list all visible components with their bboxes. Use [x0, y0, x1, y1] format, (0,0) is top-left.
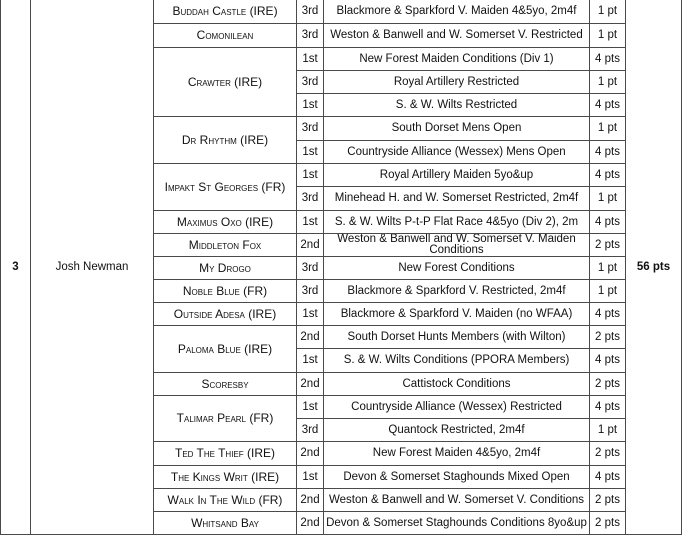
race-points: 1 pt	[590, 117, 626, 141]
finish-position: 2nd	[297, 234, 324, 257]
rider-rank: 3	[1, 0, 31, 535]
finish-position: 1st	[297, 303, 324, 326]
race-name: Blackmore & Sparkford V. Maiden (no WFAA)	[324, 303, 590, 326]
finish-position: 1st	[297, 48, 324, 71]
horse-name: Ted The Thief (IRE)	[154, 442, 297, 466]
race-points: 1 pt	[590, 280, 626, 303]
race-name: Minehead H. and W. Somerset Restricted, 2m4f	[324, 187, 590, 211]
race-name: S. & W. Wilts Restricted	[324, 94, 590, 117]
race-points: 2 pts	[590, 512, 626, 535]
race-name: S. & W. Wilts P-t-P Flat Race 4&5yo (Div 2), 2m	[324, 211, 590, 234]
race-name: Weston & Banwell and W. Somerset V. Conditions	[324, 489, 590, 512]
finish-position: 2nd	[297, 512, 324, 535]
finish-position: 3rd	[297, 280, 324, 303]
race-points: 4 pts	[590, 141, 626, 164]
race-points: 4 pts	[590, 349, 626, 373]
race-name: Weston & Banwell and W. Somerset V. Maiden Conditions	[324, 234, 590, 257]
finish-position: 1st	[297, 164, 324, 187]
finish-position: 2nd	[297, 442, 324, 466]
rider-total-points: 56 pts	[626, 0, 682, 535]
race-points: 1 pt	[590, 419, 626, 442]
race-points: 2 pts	[590, 234, 626, 257]
finish-position: 3rd	[297, 0, 324, 24]
horse-name: Impakt St Georges (FR)	[154, 164, 297, 211]
race-points: 1 pt	[590, 257, 626, 280]
horse-name: Outside Adesa (IRE)	[154, 303, 297, 326]
race-points: 2 pts	[590, 326, 626, 349]
race-points: 4 pts	[590, 396, 626, 419]
race-name: Blackmore & Sparkford V. Maiden 4&5yo, 2m4f	[324, 0, 590, 24]
race-points: 4 pts	[590, 94, 626, 117]
race-name: Royal Artillery Restricted	[324, 71, 590, 94]
horse-name: Noble Blue (FR)	[154, 280, 297, 303]
race-points: 1 pt	[590, 0, 626, 24]
race-points: 1 pt	[590, 187, 626, 211]
horse-name: Buddah Castle (IRE)	[154, 0, 297, 24]
race-name: S. & W. Wilts Conditions (PPORA Members)	[324, 349, 590, 373]
finish-position: 1st	[297, 141, 324, 164]
finish-position: 2nd	[297, 489, 324, 512]
finish-position: 1st	[297, 396, 324, 419]
horse-name: Crawter (IRE)	[154, 48, 297, 117]
horse-name: The Kings Writ (IRE)	[154, 466, 297, 489]
finish-position: 3rd	[297, 257, 324, 280]
race-name: Blackmore & Sparkford V. Restricted, 2m4f	[324, 280, 590, 303]
horse-name: Scoresby	[154, 373, 297, 396]
race-points: 1 pt	[590, 71, 626, 94]
race-name: Countryside Alliance (Wessex) Mens Open	[324, 141, 590, 164]
horse-name: Comonilean	[154, 24, 297, 48]
race-points: 4 pts	[590, 48, 626, 71]
finish-position: 3rd	[297, 419, 324, 442]
finish-position: 1st	[297, 349, 324, 373]
finish-position: 3rd	[297, 71, 324, 94]
race-name: South Dorset Hunts Members (with Wilton)	[324, 326, 590, 349]
race-name: Countryside Alliance (Wessex) Restricted	[324, 396, 590, 419]
finish-position: 1st	[297, 94, 324, 117]
race-points: 4 pts	[590, 211, 626, 234]
finish-position: 1st	[297, 211, 324, 234]
race-points: 4 pts	[590, 466, 626, 489]
finish-position: 2nd	[297, 373, 324, 396]
horse-name: Paloma Blue (IRE)	[154, 326, 297, 373]
race-points: 4 pts	[590, 164, 626, 187]
horse-name: Dr Rhythm (IRE)	[154, 117, 297, 164]
horse-name: My Drogo	[154, 257, 297, 280]
horse-name: Walk In The Wild (FR)	[154, 489, 297, 512]
race-name: New Forest Maiden Conditions (Div 1)	[324, 48, 590, 71]
finish-position: 3rd	[297, 117, 324, 141]
finish-position: 3rd	[297, 24, 324, 48]
horse-name: Talimar Pearl (FR)	[154, 396, 297, 442]
race-points: 2 pts	[590, 489, 626, 512]
race-name: New Forest Conditions	[324, 257, 590, 280]
horse-name: Middleton Fox	[154, 234, 297, 257]
result-row	[1, 0, 682, 24]
race-name: Royal Artillery Maiden 5yo&up	[324, 164, 590, 187]
race-name: Devon & Somerset Staghounds Mixed Open	[324, 466, 590, 489]
race-name: South Dorset Mens Open	[324, 117, 590, 141]
race-name: Devon & Somerset Staghounds Conditions 8yo&up	[324, 512, 590, 535]
race-name: New Forest Maiden 4&5yo, 2m4f	[324, 442, 590, 466]
finish-position: 2nd	[297, 326, 324, 349]
race-name: Cattistock Conditions	[324, 373, 590, 396]
race-name: Quantock Restricted, 2m4f	[324, 419, 590, 442]
race-points: 2 pts	[590, 442, 626, 466]
horse-name: Maximus Oxo (IRE)	[154, 211, 297, 234]
race-name: Weston & Banwell and W. Somerset V. Restricted	[324, 24, 590, 48]
race-points: 4 pts	[590, 303, 626, 326]
rider-name: Josh Newman	[31, 0, 154, 535]
race-points: 1 pt	[590, 24, 626, 48]
finish-position: 1st	[297, 466, 324, 489]
race-points: 2 pts	[590, 373, 626, 396]
horse-name: Whitsand Bay	[154, 512, 297, 535]
finish-position: 3rd	[297, 187, 324, 211]
